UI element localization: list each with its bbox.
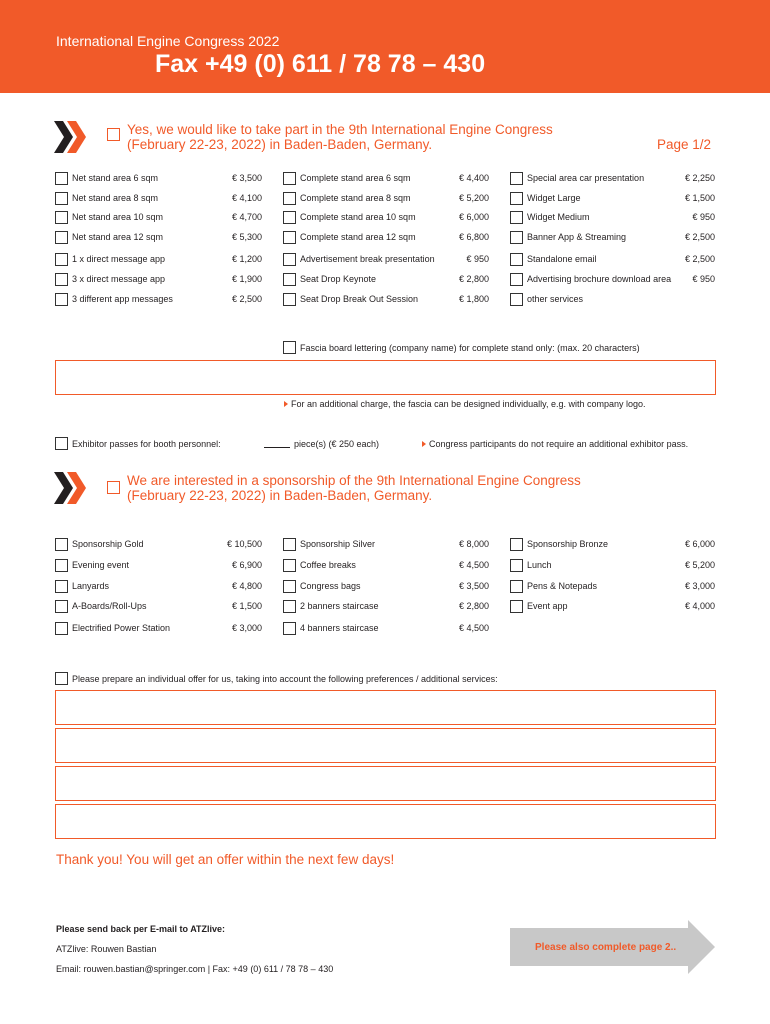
stand-option-label: 1 x direct message app <box>72 254 166 264</box>
stand-option-checkbox[interactable] <box>510 172 523 185</box>
stand-option-label: 3 different app messages <box>72 294 173 304</box>
stand-option-price: € 5,200 <box>458 193 489 203</box>
stand-option-label: Complete stand area 10 sqm <box>300 212 416 222</box>
sponsorship-option-price: € 4,500 <box>458 560 489 570</box>
sponsorship-option-price: € 6,900 <box>231 560 262 570</box>
sponsorship-option-checkbox[interactable] <box>510 559 523 572</box>
sponsorship-option-label: Lanyards <box>72 581 110 591</box>
sponsorship-option-label: Sponsorship Gold <box>72 539 144 549</box>
sponsorship-option-label: Sponsorship Silver <box>300 539 376 549</box>
stand-option-price: € 2,250 <box>684 173 715 183</box>
sponsorship-option-price: € 10,500 <box>226 539 262 549</box>
stand-option-price: € 2,500 <box>231 294 262 304</box>
stand-option-price: € 3,500 <box>231 173 262 183</box>
stand-option-checkbox[interactable] <box>510 231 523 244</box>
stand-option-price: € 6,000 <box>458 212 489 222</box>
participation-checkbox[interactable] <box>107 128 120 141</box>
stand-option-label: Special area car presentation <box>527 173 645 183</box>
sponsorship-option-label: Electrified Power Station <box>72 623 171 633</box>
stand-option-label: Net stand area 8 sqm <box>72 193 159 203</box>
triangle-right-icon <box>422 441 426 447</box>
stand-option-checkbox[interactable] <box>55 273 68 286</box>
exhibitor-pass-note-text: Congress participants do not require an additional exhibitor pass. <box>429 439 689 449</box>
stand-option-price: € 950 <box>692 212 715 222</box>
next-page-notice: Please also complete page 2.. <box>535 942 677 953</box>
exhibitor-pass-label: Exhibitor passes for booth personnel: <box>72 439 221 449</box>
sponsorship-option-checkbox[interactable] <box>55 580 68 593</box>
stand-option-checkbox[interactable] <box>55 231 68 244</box>
sponsorship-option-price: € 1,500 <box>231 601 262 611</box>
stand-option-price: € 1,800 <box>458 294 489 304</box>
stand-option-label: Net stand area 10 sqm <box>72 212 164 222</box>
sponsorship-option-checkbox[interactable] <box>55 600 68 613</box>
header-fax-number: Fax +49 (0) 611 / 78 78 – 430 <box>155 50 486 78</box>
stand-option-price: € 950 <box>692 274 715 284</box>
sponsorship-option-checkbox[interactable] <box>283 559 296 572</box>
sponsorship-option-checkbox[interactable] <box>510 538 523 551</box>
sponsorship-option-checkbox[interactable] <box>283 600 296 613</box>
stand-option-checkbox[interactable] <box>283 192 296 205</box>
sponsorship-option-price: € 3,500 <box>458 581 489 591</box>
stand-option-label: Widget Medium <box>527 212 590 222</box>
fascia-checkbox[interactable] <box>283 341 296 354</box>
contact-email: Email: rouwen.bastian@springer.com | Fax: +49 (0) 611 / 78 78 – 430 <box>56 964 334 974</box>
sponsorship-option-label: 4 banners staircase <box>300 623 379 633</box>
stand-option-label: Net stand area 6 sqm <box>72 173 159 183</box>
stand-option-price: € 1,900 <box>231 274 262 284</box>
stand-option-label: Advertisement break presentation <box>300 254 435 264</box>
stand-option-price: € 5,300 <box>231 232 262 242</box>
sponsorship-option-label: Pens & Notepads <box>527 581 598 591</box>
stand-option-checkbox[interactable] <box>510 192 523 205</box>
sponsorship-option-price: € 4,000 <box>684 601 715 611</box>
sponsorship-option-checkbox[interactable] <box>55 538 68 551</box>
fascia-text-field[interactable] <box>55 360 716 395</box>
section1-title-line2: (February 22-23, 2022) in Baden-Baden, Germany. <box>127 137 433 152</box>
section1-title <box>127 122 553 152</box>
sponsorship-option-price: € 4,500 <box>458 623 489 633</box>
exhibitor-pass-checkbox[interactable] <box>55 437 68 450</box>
sponsorship-option-label: Event app <box>527 601 568 611</box>
offer-text-field-1[interactable] <box>55 690 716 725</box>
section2-title-line2: (February 22-23, 2022) in Baden-Baden, Germany. <box>127 488 433 503</box>
sponsorship-option-label: Lunch <box>527 560 552 570</box>
stand-option-checkbox[interactable] <box>510 211 523 224</box>
stand-option-checkbox[interactable] <box>283 211 296 224</box>
sponsorship-option-label: A-Boards/Roll-Ups <box>72 601 147 611</box>
stand-option-label: Net stand area 12 sqm <box>72 232 164 242</box>
stand-option-checkbox[interactable] <box>283 293 296 306</box>
sponsorship-option-label: 2 banners staircase <box>300 601 379 611</box>
contact-name: ATZlive: Rouwen Bastian <box>56 944 157 954</box>
exhibitor-pass-quantity <box>264 439 379 449</box>
stand-option-checkbox[interactable] <box>55 293 68 306</box>
stand-option-price: € 4,700 <box>231 212 262 222</box>
stand-option-checkbox[interactable] <box>283 172 296 185</box>
stand-option-price: € 1,500 <box>684 193 715 203</box>
stand-option-label: Seat Drop Keynote <box>300 274 377 284</box>
sponsorship-option-price: € 8,000 <box>458 539 489 549</box>
sponsorship-option-checkbox[interactable] <box>55 622 68 635</box>
sponsorship-option-label: Sponsorship Bronze <box>527 539 609 549</box>
stand-option-label: Banner App & Streaming <box>527 232 627 242</box>
stand-option-price: € 4,400 <box>458 173 489 183</box>
stand-option-checkbox[interactable] <box>55 192 68 205</box>
stand-option-checkbox[interactable] <box>55 172 68 185</box>
stand-option-checkbox[interactable] <box>55 211 68 224</box>
sponsorship-option-price: € 3,000 <box>684 581 715 591</box>
sponsorship-option-label: Evening event <box>72 560 130 570</box>
offer-text-field-2[interactable] <box>55 728 716 763</box>
sponsorship-option-checkbox[interactable] <box>510 600 523 613</box>
triangle-right-icon <box>284 401 288 407</box>
stand-option-checkbox[interactable] <box>510 293 523 306</box>
sponsorship-checkbox[interactable] <box>107 481 120 494</box>
fascia-note-text: For an additional charge, the fascia can be designed individually, e.g. with company logo. <box>291 399 646 409</box>
chevron-right-icon <box>54 471 88 505</box>
section1-title-line1: Yes, we would like to take part in the 9th International Engine Congress <box>127 122 553 137</box>
header-subtitle: International Engine Congress 2022 <box>56 33 280 49</box>
offer-text-field-3[interactable] <box>55 766 716 801</box>
sponsorship-option-price: € 5,200 <box>684 560 715 570</box>
stand-option-price: € 950 <box>466 254 489 264</box>
stand-option-checkbox[interactable] <box>55 253 68 266</box>
exhibitor-pass-pieces: piece(s) (€ 250 each) <box>294 439 380 449</box>
sponsorship-option-checkbox[interactable] <box>283 580 296 593</box>
offer-text-field-4[interactable] <box>55 804 716 839</box>
stand-option-label: 3 x direct message app <box>72 274 166 284</box>
sponsorship-option-checkbox[interactable] <box>510 580 523 593</box>
quantity-input[interactable] <box>264 447 290 448</box>
stand-option-label: Standalone email <box>527 254 597 264</box>
stand-option-checkbox[interactable] <box>510 273 523 286</box>
stand-option-label: Widget Large <box>527 193 581 203</box>
sponsorship-option-price: € 3,000 <box>231 623 262 633</box>
stand-option-price: € 2,500 <box>684 232 715 242</box>
stand-option-checkbox[interactable] <box>510 253 523 266</box>
stand-option-label: Seat Drop Break Out Session <box>300 294 419 304</box>
stand-option-price: € 4,100 <box>231 193 262 203</box>
fascia-label: Fascia board lettering (company name) for complete stand only: (max. 20 characters) <box>300 343 640 353</box>
stand-option-price: € 1,200 <box>231 254 262 264</box>
stand-option-checkbox[interactable] <box>283 253 296 266</box>
stand-option-label: Complete stand area 6 sqm <box>300 173 411 183</box>
individual-offer-checkbox[interactable] <box>55 672 68 685</box>
stand-option-checkbox[interactable] <box>283 273 296 286</box>
stand-option-label: Advertising brochure download area <box>527 274 672 284</box>
stand-option-price: € 2,500 <box>684 254 715 264</box>
individual-offer-label: Please prepare an individual offer for us, taking into account the following preferences / additional services: <box>72 674 498 684</box>
sponsorship-option-checkbox[interactable] <box>55 559 68 572</box>
stand-option-label: other services <box>527 294 584 304</box>
stand-option-price: € 2,800 <box>458 274 489 284</box>
section2-title <box>127 473 581 503</box>
thank-you-message: Thank you! You will get an offer within the next few days! <box>56 852 395 867</box>
sponsorship-option-price: € 4,800 <box>231 581 262 591</box>
section2-title-line1: We are interested in a sponsorship of the 9th International Engine Congress <box>127 473 581 488</box>
chevron-right-icon <box>54 120 88 154</box>
page-number: Page 1/2 <box>657 137 712 152</box>
send-back-heading: Please send back per E-mail to ATZlive: <box>56 924 226 934</box>
sponsorship-option-label: Congress bags <box>300 581 361 591</box>
stand-option-price: € 6,800 <box>458 232 489 242</box>
sponsorship-option-checkbox[interactable] <box>283 538 296 551</box>
fascia-note <box>284 399 646 409</box>
stand-option-checkbox[interactable] <box>283 231 296 244</box>
stand-option-label: Complete stand area 8 sqm <box>300 193 411 203</box>
sponsorship-option-price: € 2,800 <box>458 601 489 611</box>
sponsorship-option-checkbox[interactable] <box>283 622 296 635</box>
stand-option-label: Complete stand area 12 sqm <box>300 232 416 242</box>
sponsorship-option-price: € 6,000 <box>684 539 715 549</box>
exhibitor-pass-note <box>422 439 688 449</box>
sponsorship-option-label: Coffee breaks <box>300 560 356 570</box>
